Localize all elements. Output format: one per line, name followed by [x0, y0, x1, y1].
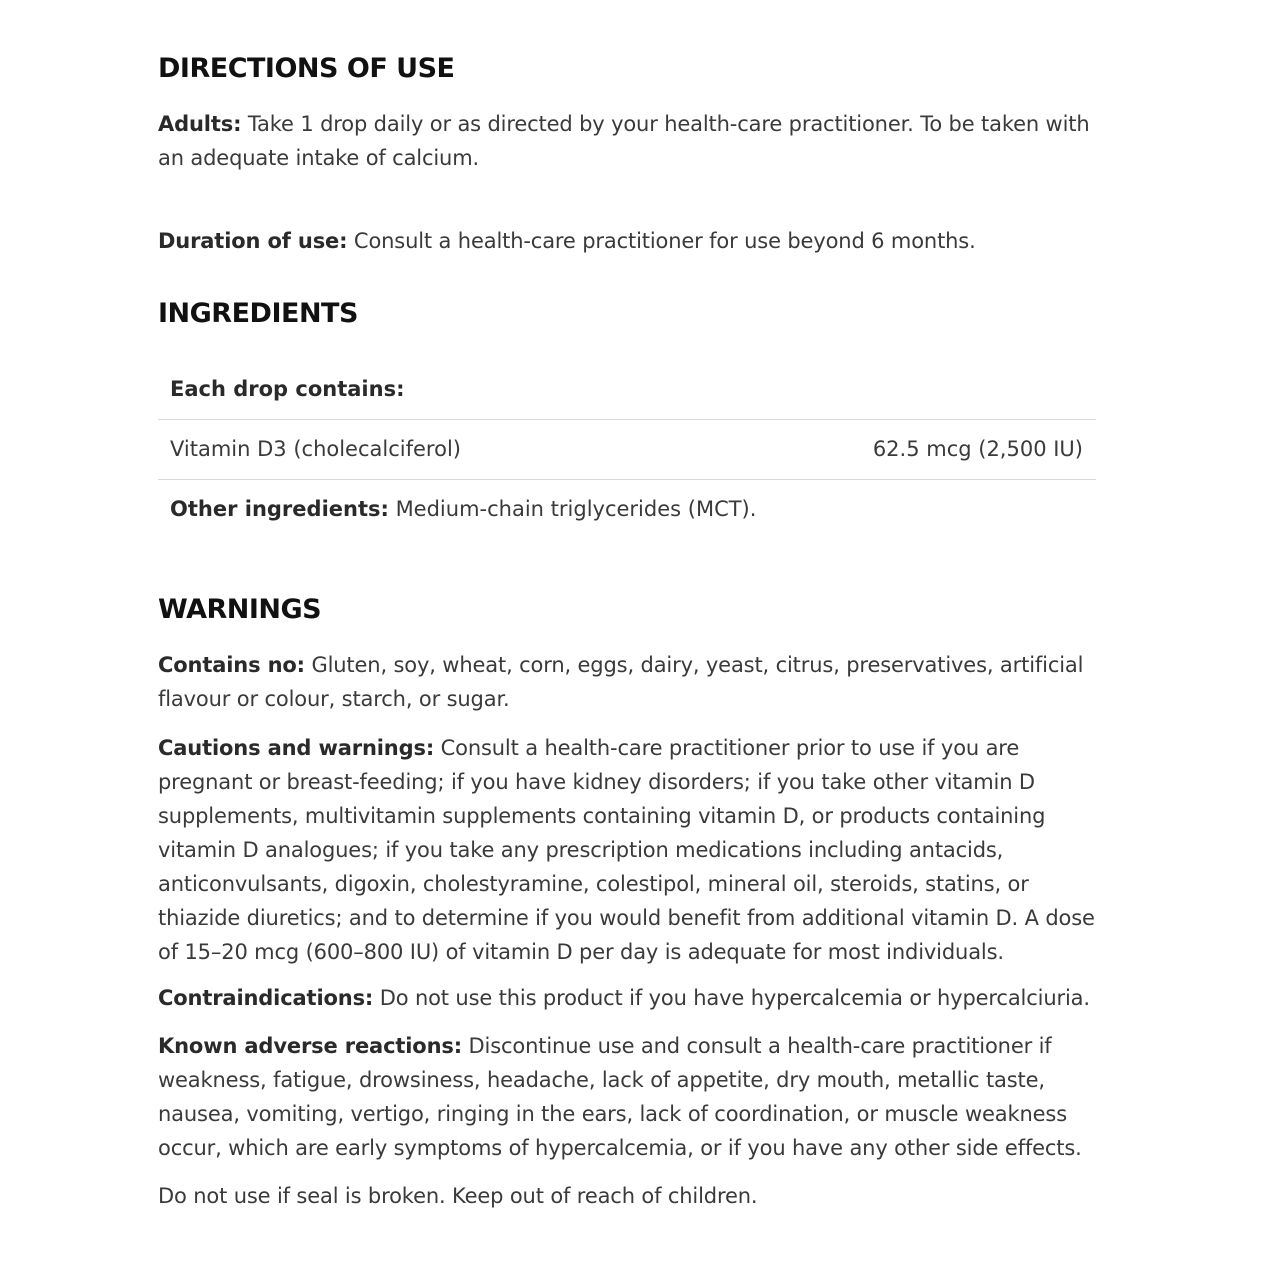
contains-no-label: Contains no: — [158, 653, 305, 677]
directions-heading: DIRECTIONS OF USE — [158, 53, 455, 84]
ingredients-table-header — [158, 360, 1096, 420]
cautions-label: Cautions and warnings: — [158, 736, 435, 760]
table-row — [158, 420, 1096, 480]
contains-no-text: Gluten, soy, wheat, corn, eggs, dairy, yeast, citrus, preservatives, artificial flavour or colour, starch, or sugar. — [158, 653, 1084, 711]
ingredient-name: Vitamin D3 (cholecalciferol) — [170, 437, 461, 461]
other-ingredients-text: Medium-chain triglycerides (MCT). — [388, 497, 757, 521]
adverse-label: Known adverse reactions: — [158, 1034, 462, 1058]
ingredient-amount: 62.5 mcg (2,500 IU) — [872, 437, 1083, 461]
warnings-heading: WARNINGS — [158, 594, 322, 625]
seal-warning: Do not use if seal is broken. Keep out of reach of children. — [158, 1184, 758, 1208]
known-adverse-reactions — [158, 1029, 1098, 1165]
contraindications-text: Do not use this product if you have hypercalcemia or hypercalciuria. — [373, 986, 1090, 1010]
contraindications-label: Contraindications: — [158, 986, 374, 1010]
contraindications — [158, 981, 1098, 1015]
each-drop-label: Each drop contains: — [170, 377, 405, 401]
other-ingredients-label: Other ingredients: — [170, 497, 389, 521]
adults-label: Adults: — [158, 112, 242, 136]
duration-text: Consult a health-care practitioner for use beyond 6 months. — [347, 229, 976, 253]
adverse-text: Discontinue use and consult a health-care practitioner if weakness, fatigue, drowsiness, headache, lack of appetite, dry mouth, metallic taste, nausea, vomiting, vertigo, ringing in the ears, lack of coordination, or muscle weakness occur, which are early symptoms of hypercalcemia, or if you have any other side effects. — [158, 1034, 1082, 1160]
other-ingredients-row — [158, 480, 1096, 539]
ingredients-table — [158, 360, 1096, 539]
cautions-text: Consult a health-care practitioner prior to use if you are pregnant or breast-feeding; if you have kidney disorders; if you take other vitamin D supplements, multivitamin supplements containing vitamin D, or products containing vitamin D analogues; if you take any prescription medications including antacids, anticonvulsants, digoxin, cholestyramine, colestipol, mineral oil, steroids, statins, or thiazide diuretics; and to determine if you would benefit from additional vitamin D. A dose of 15–20 mcg (600–800 IU) of vitamin D per day is adequate for most individuals. — [158, 736, 1095, 964]
adults-directions — [158, 107, 1098, 175]
duration-of-use — [158, 224, 1098, 258]
contains-no — [158, 648, 1098, 716]
ingredients-heading: INGREDIENTS — [158, 298, 358, 329]
cautions-and-warnings — [158, 731, 1098, 969]
duration-label: Duration of use: — [158, 229, 348, 253]
adults-text: Take 1 drop daily or as directed by your health-care practitioner. To be taken with an adequate intake of calcium. — [158, 112, 1090, 170]
